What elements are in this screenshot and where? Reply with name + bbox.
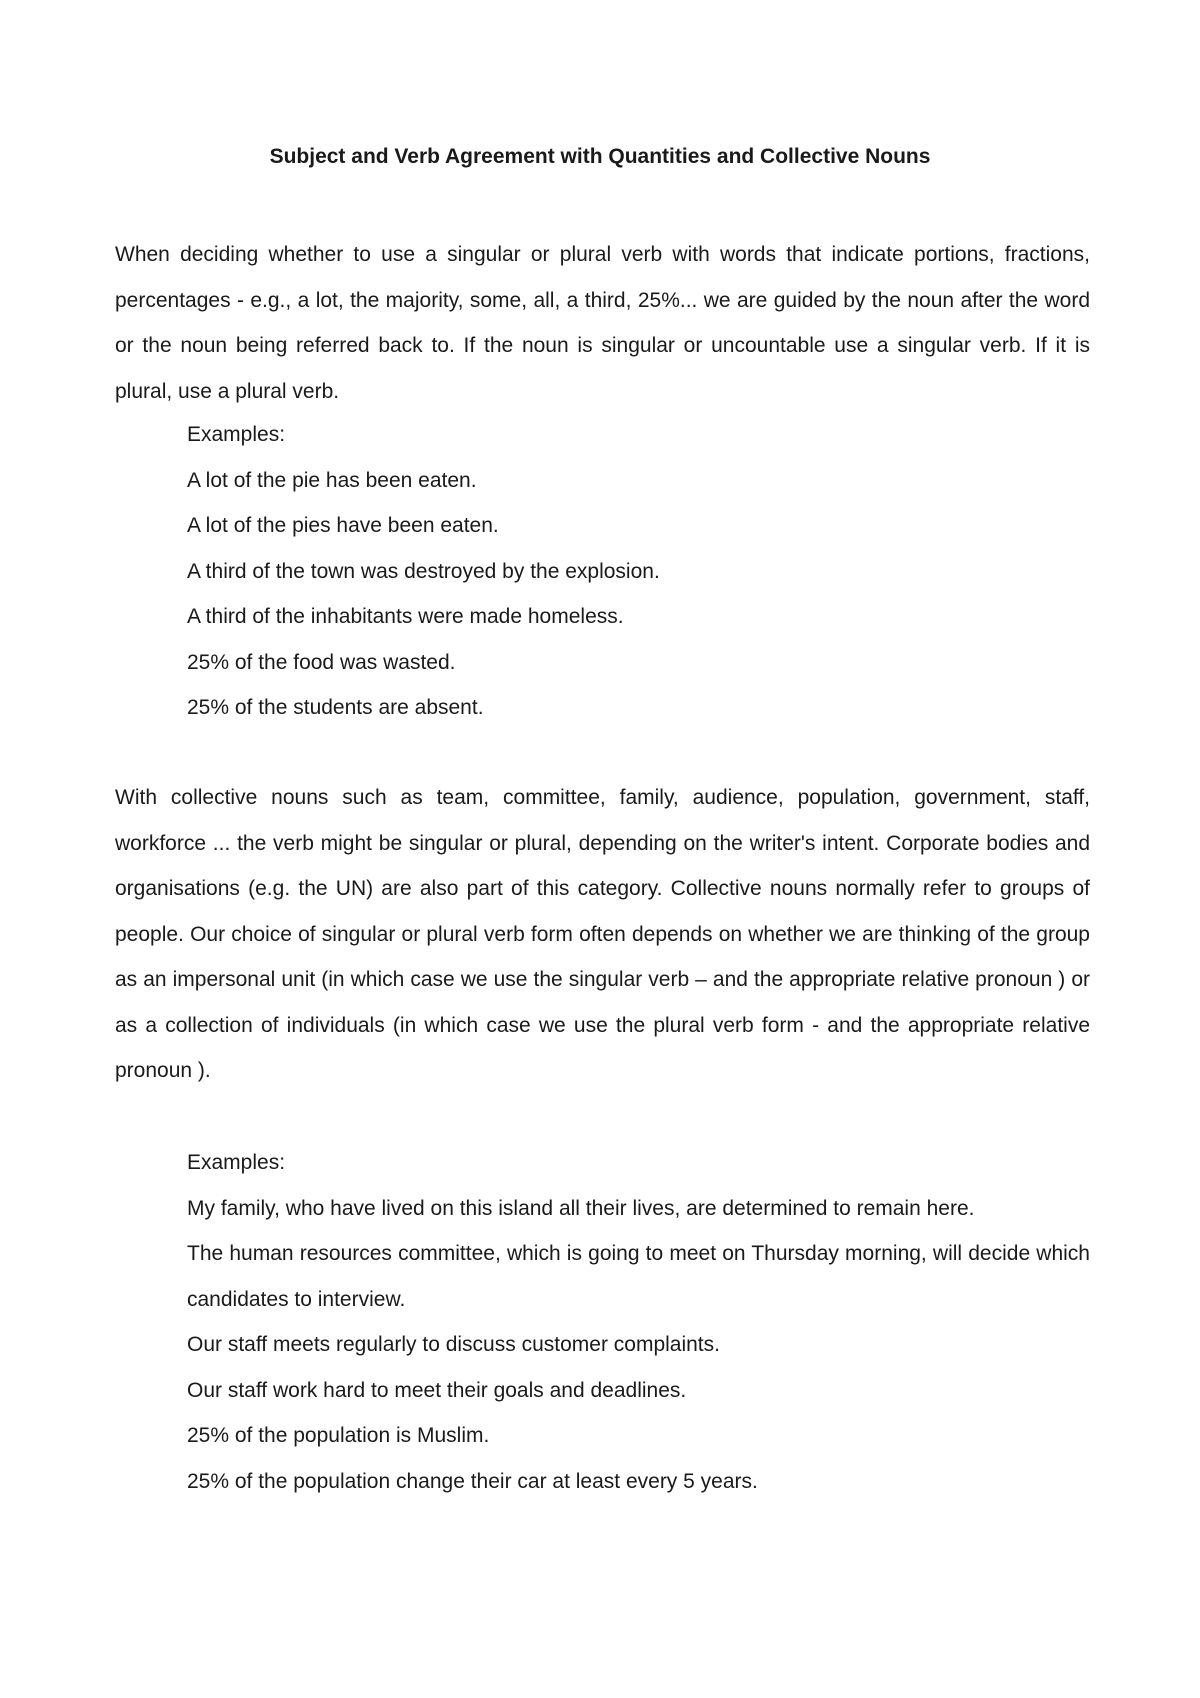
example-sentence: 25% of the population is Muslim. <box>187 1424 490 1447</box>
example-sentence: 25% of the population change their car at least every 5 years. <box>187 1469 758 1493</box>
example-sentence: Our staff work hard to meet their goals and deadlines. <box>187 1378 687 1402</box>
section2-paragraph: With collective nouns such as team, committee, family, audience, population, government, staff, workforce ... the verb might be singular or plural, depending on the writer's intent. Corporate bodies and organisations (e.g. the UN) are also part of this category. Collective nouns normally refer to groups of people. Our choice of singular or plural verb form often depends on whether we are thinking of the group as an impersonal unit (in which case we use the singular verb – and the appropriate relative pronoun ) or as a collection of individuals (in which case we use the plural verb form - and the appropriate relative pronoun ). <box>115 786 1090 1082</box>
examples-label: Examples: <box>187 1151 286 1174</box>
example-sentence: 25% of the food was wasted. <box>187 650 456 674</box>
example-sentence: A third of the inhabitants were made homeless. <box>187 605 624 628</box>
section1-examples <box>187 412 1090 731</box>
example-sentence: 25% of the students are absent. <box>187 696 484 719</box>
section2-examples <box>187 1140 1090 1504</box>
example-sentence: A lot of the pies have been eaten. <box>187 514 499 537</box>
example-sentence: A lot of the pie has been eaten. <box>187 468 477 492</box>
examples-label: Examples: <box>187 423 286 446</box>
example-sentence: My family, who have lived on this island all their lives, are determined to remain here. <box>187 1196 975 1220</box>
example-sentence: A third of the town was destroyed by the explosion. <box>187 559 660 583</box>
example-sentence: Our staff meets regularly to discuss customer complaints. <box>187 1333 720 1356</box>
page-title: Subject and Verb Agreement with Quantities and Collective Nouns <box>269 145 931 168</box>
section1-paragraph: When deciding whether to use a singular or plural verb with words that indicate portions, fractions, percentages - e.g., a lot, the majority, some, all, a third, 25%... we are guided by the noun after the word or the noun being referred back to. If the noun is singular or uncountable use a singular verb. If it is plural, use a plural verb. <box>115 243 1090 403</box>
example-sentence: The human resources committee, which is going to meet on Thursday morning, will decide which candidates to interview. <box>187 1242 1090 1311</box>
